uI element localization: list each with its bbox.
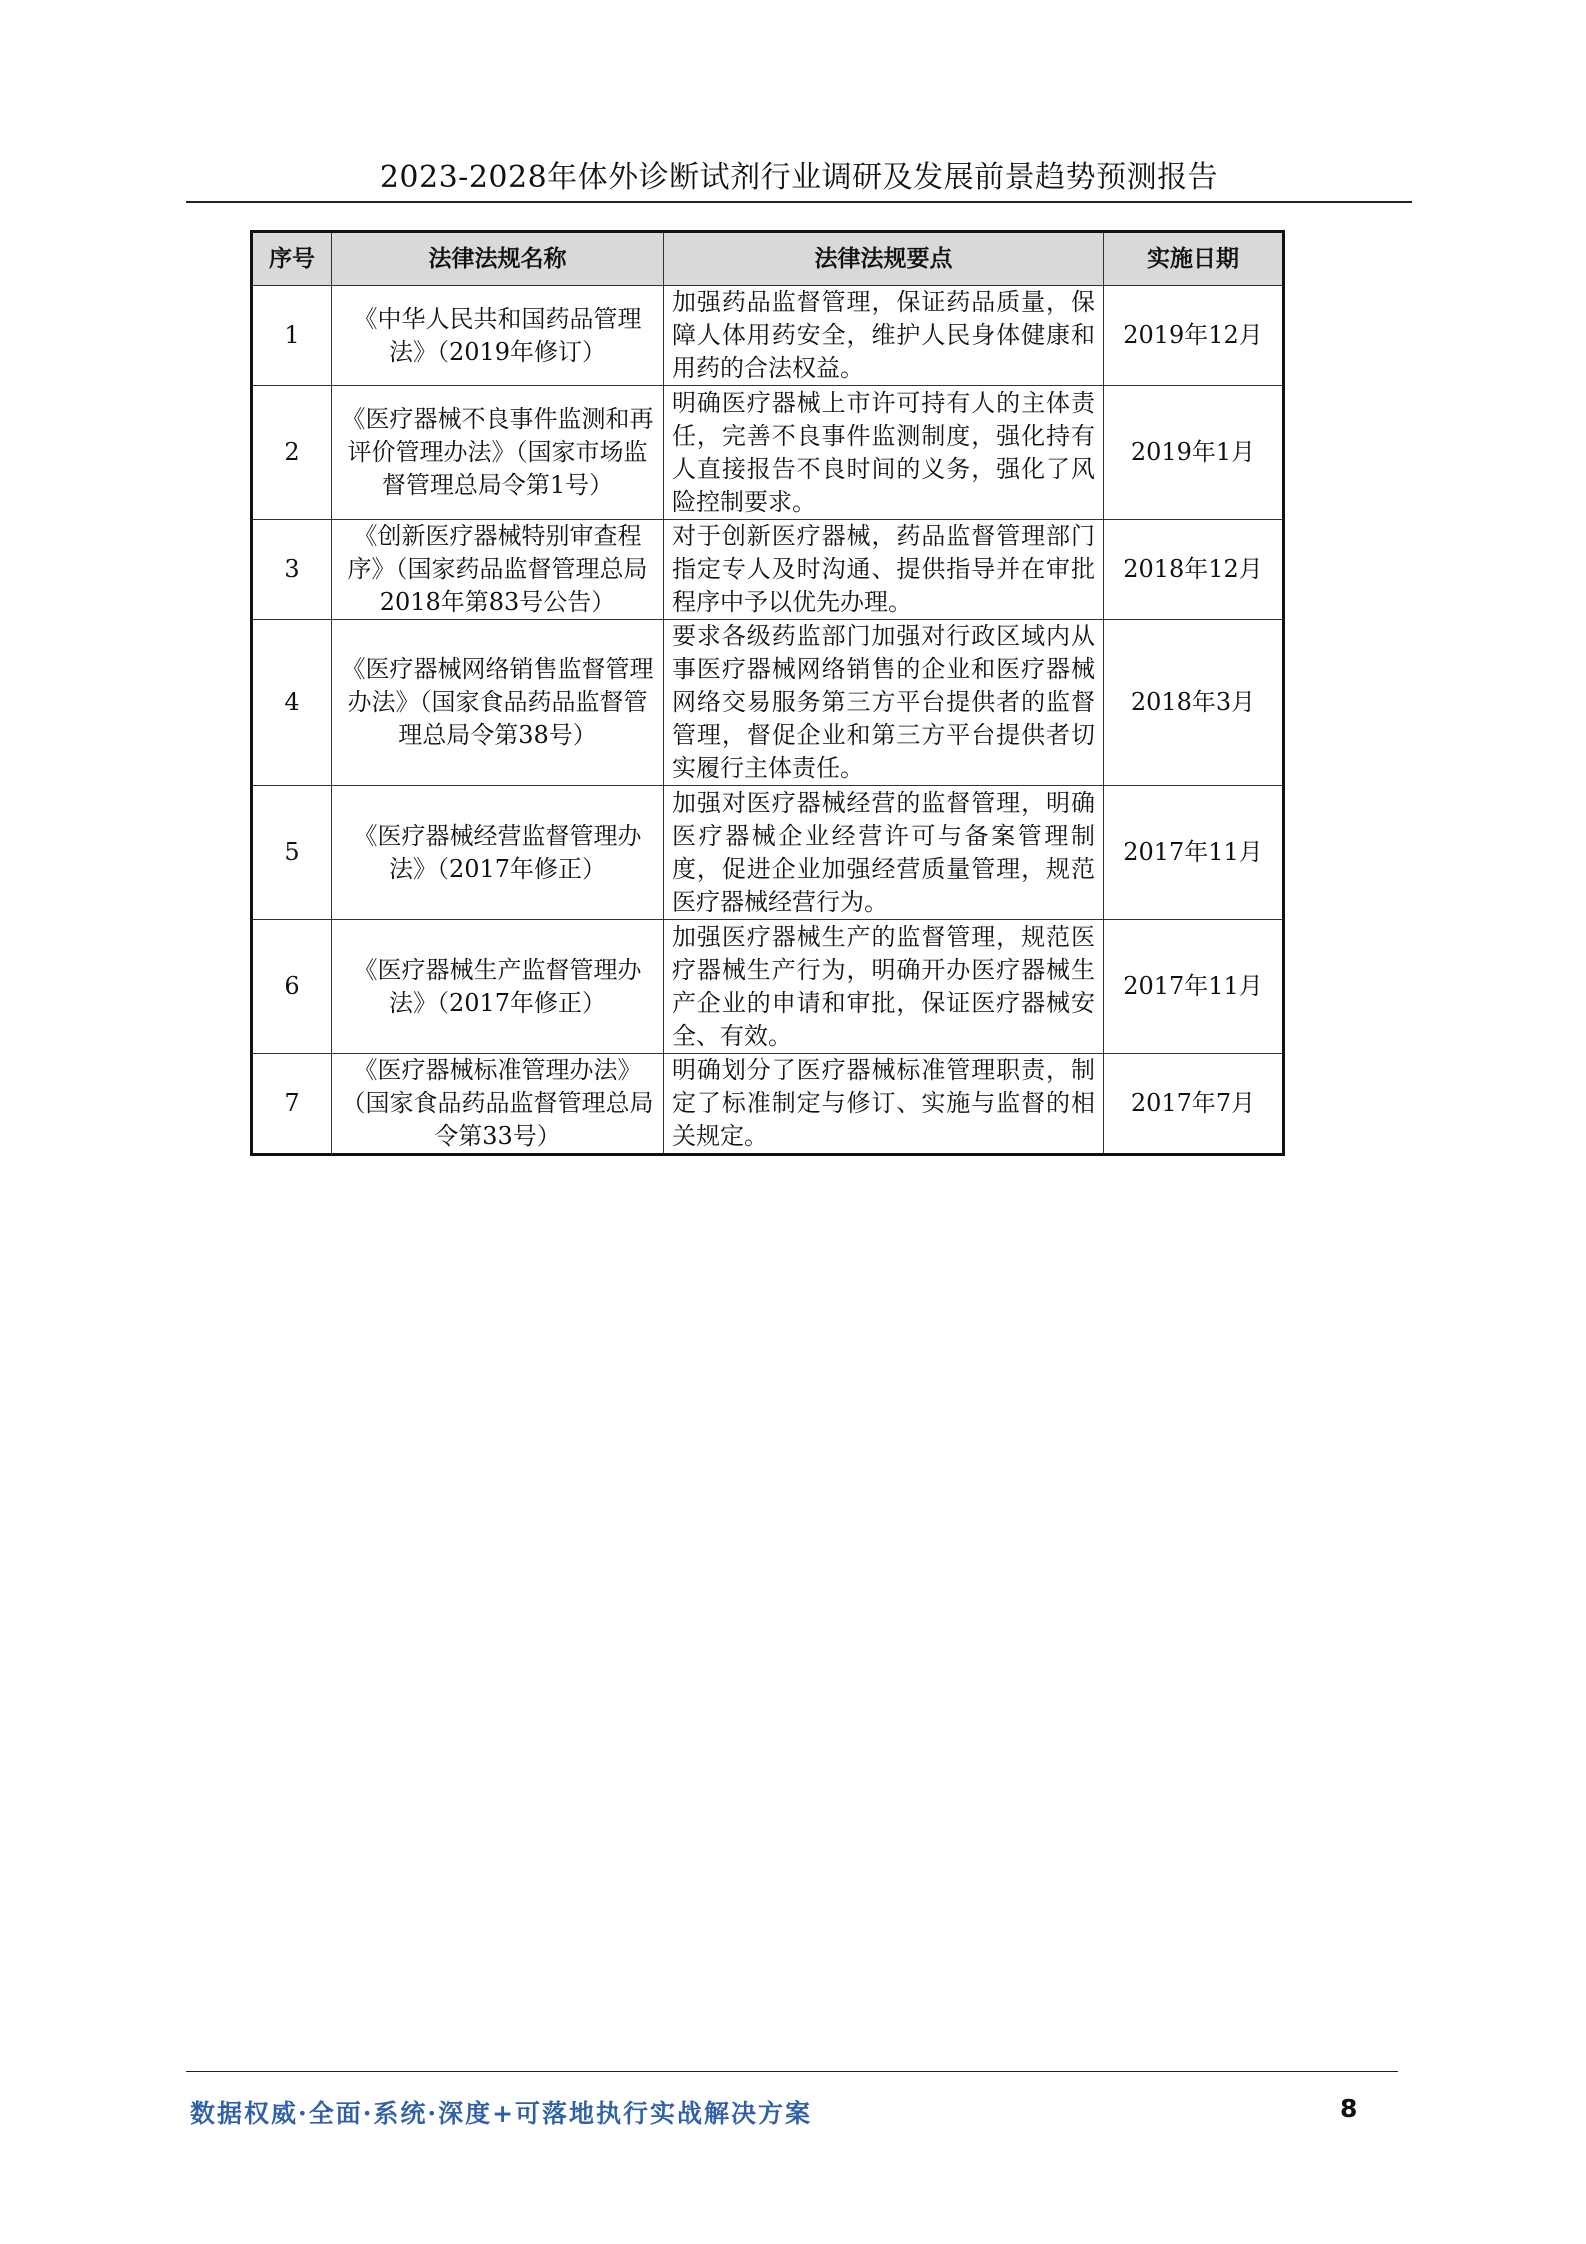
row-number: 7 [252, 1054, 332, 1155]
page-header-title: 2023-2028年体外诊断试剂行业调研及发展前景趋势预测报告 [379, 160, 1219, 195]
regulation-name: 《医疗器械生产监督管理办法》（2017年修正） [332, 920, 664, 1054]
table-header-row [252, 232, 1284, 286]
regulation-points: 明确医疗器械上市许可持有人的主体责任，完善不良事件监测制度，强化持有人直接报告不良时间的义务，强化了风险控制要求。 [664, 386, 1104, 520]
regulation-name: 《创新医疗器械特别审查程序》（国家药品监督管理总局2018年第83号公告） [332, 520, 664, 620]
effective-date: 2018年12月 [1104, 520, 1284, 620]
regulation-points: 加强药品监督管理，保证药品质量，保障人体用药安全，维护人民身体健康和用药的合法权益。 [664, 286, 1104, 386]
column-header-date: 实施日期 [1104, 232, 1284, 286]
column-header-name: 法律法规名称 [332, 232, 664, 286]
effective-date: 2019年1月 [1104, 386, 1284, 520]
regulation-points: 对于创新医疗器械，药品监督管理部门指定专人及时沟通、提供指导并在审批程序中予以优先办理。 [664, 520, 1104, 620]
effective-date: 2017年11月 [1104, 920, 1284, 1054]
row-number: 6 [252, 920, 332, 1054]
table-row [252, 620, 1284, 786]
effective-date: 2017年7月 [1104, 1054, 1284, 1155]
regulation-name: 《医疗器械经营监督管理办法》（2017年修正） [332, 786, 664, 920]
regulation-name: 《医疗器械网络销售监督管理办法》（国家食品药品监督管理总局令第38号） [332, 620, 664, 786]
column-header-points: 法律法规要点 [664, 232, 1104, 286]
row-number: 4 [252, 620, 332, 786]
header-divider [186, 201, 1412, 203]
table-row [252, 286, 1284, 386]
footer-slogan: 数据权威·全面·系统·深度+可落地执行实战解决方案 [190, 2099, 813, 2128]
table-row [252, 920, 1284, 1054]
column-header-number: 序号 [252, 232, 332, 286]
regulation-name: 《医疗器械不良事件监测和再评价管理办法》（国家市场监督管理总局令第1号） [332, 386, 664, 520]
regulation-name: 《医疗器械标准管理办法》（国家食品药品监督管理总局令第33号） [332, 1054, 664, 1155]
effective-date: 2019年12月 [1104, 286, 1284, 386]
regulation-points: 加强对医疗器械经营的监督管理，明确医疗器械企业经营许可与备案管理制度，促进企业加强经营质量管理，规范医疗器械经营行为。 [664, 786, 1104, 920]
row-number: 3 [252, 520, 332, 620]
regulation-points: 明确划分了医疗器械标准管理职责，制定了标准制定与修订、实施与监督的相关规定。 [664, 1054, 1104, 1155]
row-number: 5 [252, 786, 332, 920]
page-number: 8 [1340, 2094, 1358, 2123]
row-number: 2 [252, 386, 332, 520]
table-row [252, 520, 1284, 620]
regulation-name: 《中华人民共和国药品管理法》（2019年修订） [332, 286, 664, 386]
row-number: 1 [252, 286, 332, 386]
table-row [252, 1054, 1284, 1155]
regulation-points: 要求各级药监部门加强对行政区域内从事医疗器械网络销售的企业和医疗器械网络交易服务第三方平台提供者的监督管理，督促企业和第三方平台提供者切实履行主体责任。 [664, 620, 1104, 786]
regulations-table [250, 230, 1285, 1156]
effective-date: 2018年3月 [1104, 620, 1284, 786]
table-row [252, 386, 1284, 520]
regulation-points: 加强医疗器械生产的监督管理，规范医疗器械生产行为，明确开办医疗器械生产企业的申请和审批，保证医疗器械安全、有效。 [664, 920, 1104, 1054]
effective-date: 2017年11月 [1104, 786, 1284, 920]
footer-divider [186, 2071, 1398, 2072]
table-row [252, 786, 1284, 920]
